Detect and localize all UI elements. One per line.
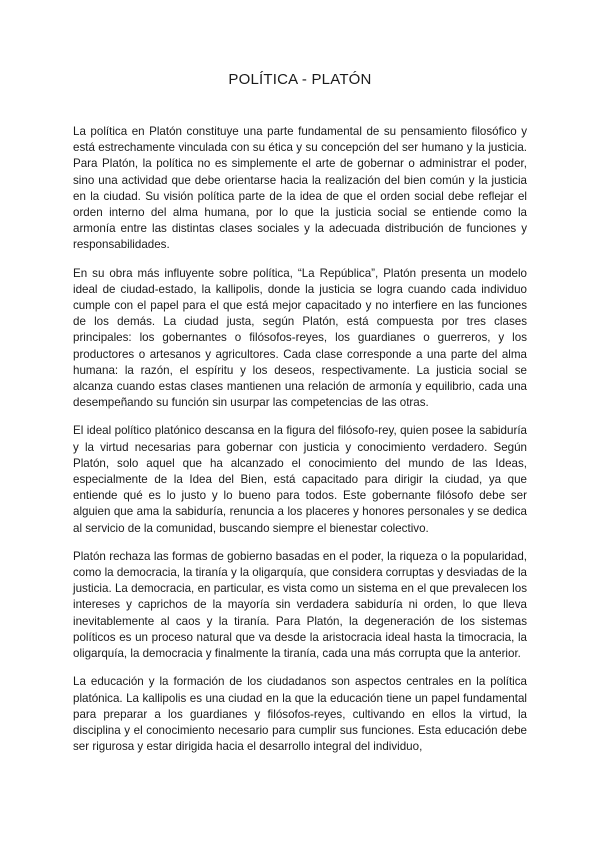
paragraph-5: La educación y la formación de los ciudadanos son aspectos centrales en la política platónica. La kallipolis es una ciudad en la que la educación tiene un papel fundamental para preparar a los guardianes y filósofos-reyes, cultivando en ellos la virtud, la disciplina y el conocimiento necesario para cumplir sus funciones. Esta educación debe ser rigurosa y estar dirigida hacia el desarrollo integral del individuo, xyxy=(73,675,527,754)
paragraph-2: En su obra más influyente sobre política, “La República”, Platón presenta un modelo ideal de ciudad-estado, la kallipolis, donde la justicia se logra cuando cada individuo cumple con el papel para el que está mejor capacitado y no interfiere en las funciones de los demás. La ciudad justa, según Platón, está compuesta por tres clases principales: los gobernantes o filósofos-reyes, los guardianes o guerreros, y los productores o artesanos y agricultores. Cada clase corresponde a una parte del alma humana: la razón, el espíritu y los deseos, respectivamente. La justicia social se alcanza cuando estas clases mantienen una relación de armonía y equilibrio, cada una desempeñando su función sin usurpar las competencias de las otras. xyxy=(73,266,527,410)
document-body xyxy=(73,124,527,767)
paragraph-1: La política en Platón constituye una parte fundamental de su pensamiento filosófico y está estrechamente vinculada con su ética y su concepción del ser humano y la justicia. Para Platón, la política no es simplemente el arte de gobernar o administrar el poder, sino una actividad que debe orientarse hacia la realización del bien común y la justicia en la ciudad. Su visión política parte de la idea de que el orden social debe reflejar el orden interno del alma humana, por lo que la justicia social se entiende como la armonía entre las distintas clases sociales y la adecuada distribución de funciones y responsabilidades. xyxy=(73,125,527,252)
document-title: POLÍTICA - PLATÓN xyxy=(228,71,372,88)
paragraph-3: El ideal político platónico descansa en la figura del filósofo-rey, quien posee la sabiduría y la virtud necesarias para gobernar con justicia y conocimiento verdadero. Según Platón, solo aquel que ha alcanzado el conocimiento del mundo de las Ideas, especialmente de la Idea del Bien, está capacitado para dirigir la ciudad, ya que entiende qué es lo justo y lo bueno para todos. Este gobernante filósofo debe ser alguien que ama la sabiduría, renuncia a los placeres y honores personales y se dedica al servicio de la comunidad, buscando siempre el bienestar colectivo. xyxy=(73,424,527,535)
paragraph-4: Platón rechaza las formas de gobierno basadas en el poder, la riqueza o la popularidad, como la democracia, la tiranía y la oligarquía, que considera corruptas y desviadas de la justicia. La democracia, en particular, es vista como un sistema en el que prevalecen los intereses y caprichos de la mayoría sin verdadera sabiduría ni orden, lo que lleva inevitablemente al caos y la tiranía. Para Platón, la degeneración de los sistemas políticos es un proceso natural que va desde la aristocracia ideal hasta la timocracia, la oligarquía, la democracia y finalmente la tiranía, cada una más corrupta que la anterior. xyxy=(73,549,527,661)
